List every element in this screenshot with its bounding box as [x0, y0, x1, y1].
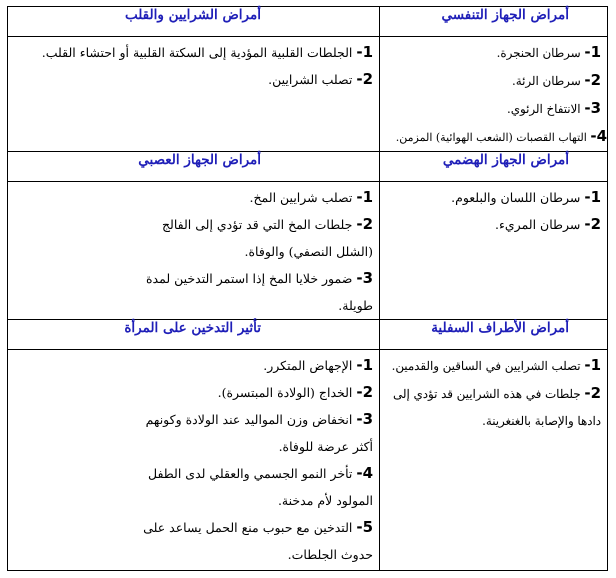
section-body-row [8, 182, 608, 320]
respiratory-title: أمراض الجهاز التنفسي [380, 7, 608, 37]
respiratory-list [386, 39, 607, 151]
digestive-title: أمراض الجهاز الهضمي [380, 152, 608, 182]
nervous-list [14, 184, 373, 319]
section-header-row [8, 7, 608, 37]
list-item: 1- سرطان اللسان والبلعوم. [451, 188, 601, 206]
list-item: 2- سرطان المريء. [495, 215, 601, 233]
list-item: 1- سرطان الحنجرة. [496, 43, 601, 61]
women-effects-list-cell [8, 350, 380, 571]
list-item: 2- جلطات في هذه الشرايين قد تؤدي إلى دادها والإصابة بالغنغرينة. [393, 384, 601, 428]
nervous-title: أمراض الجهاز العصبي [8, 152, 380, 182]
section-body-row [8, 350, 608, 571]
list-item: 1- الإجهاض المتكرر. [263, 356, 373, 374]
list-item: 1- تصلب شرايين المخ. [249, 188, 373, 206]
lower-limbs-list-cell [380, 350, 608, 571]
cardiovascular-list-cell [8, 37, 380, 152]
list-item: 2- تصلب الشرايين. [268, 70, 373, 88]
cardiovascular-list [14, 39, 373, 93]
list-item: 2- جلطات المخ التي قد تؤدي إلى الفالج (الشلل النصفي) والوفاة. [161, 215, 373, 259]
list-item: 1- الجلطات القلبية المؤدية إلى السكتة القلبية أو احتشاء القلب. [41, 43, 373, 61]
women-effects-list [14, 352, 373, 568]
respiratory-list-cell [380, 37, 608, 152]
cardiovascular-title: أمراض الشرايين والقلب [8, 7, 380, 37]
diseases-table [7, 6, 608, 571]
list-item: 3- انخفاض وزن المواليد عند الولادة وكونهم أكثر عرضة للوفاة. [145, 410, 373, 454]
list-item: 5- التدخين مع حبوب منع الحمل يساعد على حدوث الجلطات. [143, 518, 373, 562]
lower-limbs-list [386, 352, 601, 435]
section-body-row [8, 37, 608, 152]
nervous-list-cell [8, 182, 380, 320]
digestive-list-cell [380, 182, 608, 320]
lower-limbs-title: أمراض الأطراف السفلية [380, 320, 608, 350]
list-item: 1- تصلب الشرايين في الساقين والقدمين. [391, 356, 601, 374]
list-item: 2- الخداج (الولادة المبتسرة). [217, 383, 373, 401]
list-item: 2- سرطان الرئة. [512, 71, 601, 89]
list-item: 3- الانتفاخ الرئوي. [507, 99, 601, 117]
section-header-row [8, 152, 608, 182]
list-item: 4- تأخر النمو الجسمي والعقلي لدى الطفل المولود لأم مدخنة. [147, 464, 373, 508]
section-header-row [8, 320, 608, 350]
list-item: 4- التهاب القصبات (الشعب الهوائية) المزمن. [395, 127, 607, 145]
digestive-list [386, 184, 601, 238]
list-item: 3- ضمور خلايا المخ إذا استمر التدخين لمدة طويلة. [146, 269, 373, 313]
women-effects-title: تأثير التدخين على المرأة [8, 320, 380, 350]
